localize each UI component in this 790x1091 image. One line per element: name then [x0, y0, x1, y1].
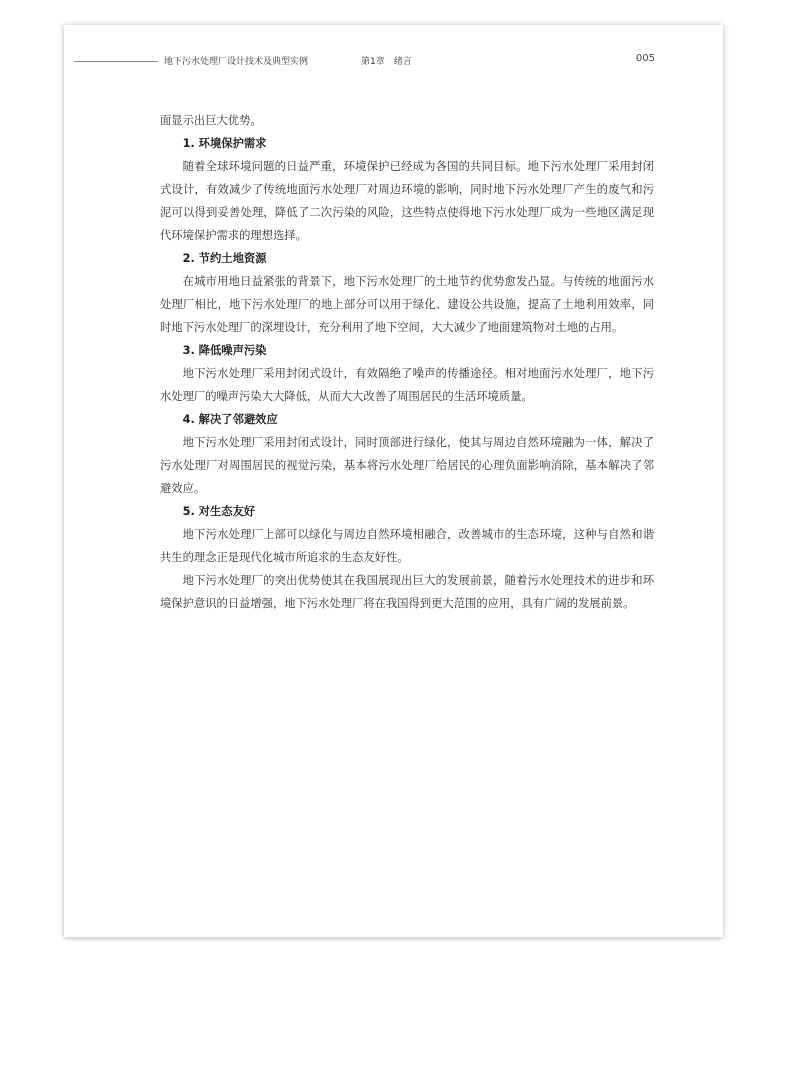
section-heading-environmental: 1. 环境保护需求 [182, 137, 267, 150]
lead-paragraph: 面显示出巨大优势。 [160, 114, 262, 127]
paragraph: 地下污水处理厂的突出优势使其在我国展现出巨大的发展前景，随着污水处理技术的进步和环境保护意识的日益增强，地下污水处理厂将在我国得到更大范围的应用，具有广阔的发展前景。 [160, 574, 654, 610]
body-text [160, 109, 654, 615]
paragraph: 在城市用地日益紧张的背景下，地下污水处理厂的土地节约优势愈发凸显。与传统的地面污水处理厂相比，地下污水处理厂的地上部分可以用于绿化、建设公共设施，提高了土地利用效率，同时地下污水处理厂的深埋设计，充分利用了地下空间，大大减少了地面建筑物对土地的占用。 [160, 275, 654, 334]
paragraph: 地下污水处理厂上部可以绿化与周边自然环境相融合，改善城市的生态环境，这种与自然和谐共生的理念正是现代化城市所追求的生态友好性。 [160, 528, 654, 564]
document-page [64, 25, 723, 937]
section-heading-nimby: 4. 解决了邻避效应 [182, 413, 278, 426]
section-heading-land-saving: 2. 节约土地资源 [182, 252, 267, 265]
header-chapter-title: 第1章 绪言 [361, 57, 412, 67]
paragraph: 地下污水处理厂采用封闭式设计，同时顶部进行绿化，使其与周边自然环境融为一体，解决了污水处理厂对周围居民的视觉污染，基本将污水处理厂给居民的心理负面影响消除，基本解决了邻避效应。 [160, 436, 654, 495]
section-heading-ecology: 5. 对生态友好 [182, 505, 256, 518]
running-header [64, 25, 723, 85]
section-heading-noise: 3. 降低噪声污染 [182, 344, 267, 357]
paragraph: 地下污水处理厂采用封闭式设计，有效隔绝了噪声的传播途径。相对地面污水处理厂，地下污水处理厂的噪声污染大大降低，从而大大改善了周围居民的生活环境质量。 [160, 367, 654, 403]
page-number: 005 [635, 53, 655, 64]
header-book-title: 地下污水处理厂设计技术及典型实例 [164, 57, 309, 67]
header-rule [74, 61, 158, 62]
paragraph: 随着全球环境问题的日益严重，环境保护已经成为各国的共同目标。地下污水处理厂采用封闭式设计，有效减少了传统地面污水处理厂对周边环境的影响，同时地下污水处理厂产生的废气和污泥可以得到妥善处理，降低了二次污染的风险，这些特点使得地下污水处理厂成为一些地区满足现代环境保护需求的理想选择。 [160, 160, 654, 242]
